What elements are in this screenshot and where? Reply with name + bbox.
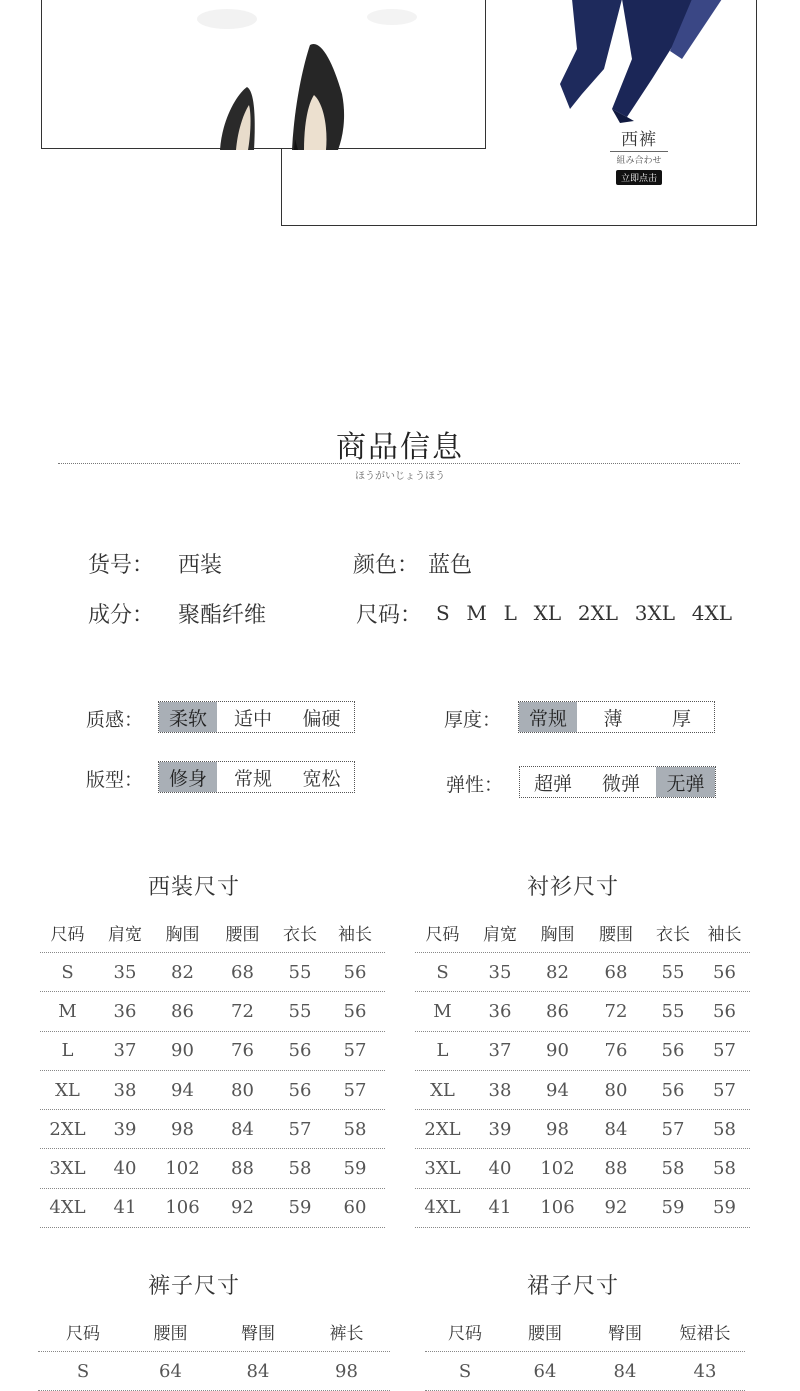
- table-cell: 106: [540, 1197, 575, 1219]
- table-cell: 35: [113, 961, 137, 983]
- thickness-option-thin[interactable]: 薄: [603, 707, 623, 730]
- table-row: [40, 1110, 385, 1149]
- table-header-cell: 尺码: [425, 925, 460, 945]
- table-cell: 37: [488, 1040, 512, 1062]
- table-cell: 59: [713, 1197, 736, 1219]
- table-cell: 68: [604, 961, 628, 983]
- table-header-cell: 腰围: [528, 1324, 562, 1344]
- fit-label: 版型：: [86, 769, 144, 791]
- table-cell: 88: [604, 1158, 628, 1180]
- table-header-cell: 尺码: [66, 1324, 100, 1344]
- table-cell: 3XL: [49, 1158, 86, 1180]
- table-header-row: [425, 1312, 745, 1352]
- fit-selector: [158, 761, 355, 793]
- table-cell: XL: [55, 1079, 80, 1101]
- table-row: [38, 1352, 390, 1391]
- table-header-row: [415, 913, 750, 953]
- table-cell: 59: [343, 1158, 367, 1180]
- texture-option-soft[interactable]: 柔软: [159, 702, 217, 732]
- table-cell: 41: [488, 1197, 512, 1219]
- table-row: [415, 992, 750, 1031]
- table-row: [40, 1189, 385, 1228]
- thickness-option-thick[interactable]: 厚: [671, 707, 691, 730]
- suit-size-table: [40, 913, 385, 1228]
- material-value: 聚酯纤维: [178, 603, 267, 628]
- table-cell: S: [436, 961, 449, 983]
- table-row: [415, 1032, 750, 1071]
- table-cell: S: [76, 1360, 90, 1382]
- table-cell: 56: [713, 961, 736, 983]
- table-header-cell: 衣长: [283, 925, 317, 945]
- pants-title: 西裤: [621, 130, 657, 150]
- table-cell: 102: [165, 1158, 200, 1180]
- texture-option-medium[interactable]: 适中: [233, 707, 272, 730]
- table-cell: 58: [713, 1118, 736, 1140]
- table-header-cell: 衣长: [656, 925, 690, 945]
- table-header-cell: 臀围: [608, 1324, 642, 1344]
- table-cell: 58: [288, 1158, 312, 1180]
- table-cell: 57: [288, 1118, 312, 1140]
- pants-buy-button[interactable]: 立即点击: [616, 170, 662, 185]
- table-cell: 80: [604, 1079, 628, 1101]
- table-cell: 58: [713, 1158, 736, 1180]
- thickness-selector: [518, 701, 715, 733]
- table-row: [40, 1032, 385, 1071]
- elasticity-selector: [519, 766, 716, 798]
- table-header-cell: 胸围: [540, 925, 575, 945]
- skirt-table-title: 裙子尺寸: [527, 1274, 620, 1299]
- table-header-cell: 肩宽: [483, 925, 517, 945]
- section-subtitle: ほうがいじょうほう: [355, 471, 445, 482]
- table-cell: 94: [171, 1079, 194, 1101]
- table-cell: 55: [288, 961, 312, 983]
- table-cell: 36: [113, 1000, 137, 1022]
- table-cell: 68: [231, 961, 254, 983]
- table-cell: 90: [546, 1040, 569, 1062]
- table-row: [40, 1071, 385, 1110]
- table-cell: 72: [231, 1000, 254, 1022]
- table-header-cell: 袖长: [338, 925, 372, 945]
- color-value: 蓝色: [428, 553, 473, 578]
- fit-option-regular[interactable]: 常规: [233, 767, 272, 790]
- table-row: [415, 1071, 750, 1110]
- table-cell: 84: [231, 1118, 254, 1140]
- table-row: [40, 953, 385, 992]
- table-cell: 41: [113, 1197, 137, 1219]
- table-cell: 38: [488, 1079, 512, 1101]
- table-cell: 86: [171, 1000, 194, 1022]
- shoes-image: [42, 0, 487, 150]
- table-cell: 94: [546, 1079, 569, 1101]
- table-row: [415, 1149, 750, 1188]
- table-cell: 76: [231, 1040, 254, 1062]
- table-row: [40, 992, 385, 1031]
- table-cell: 82: [546, 961, 569, 983]
- size-label: 尺码：: [356, 603, 423, 628]
- table-cell: 92: [231, 1197, 254, 1219]
- table-header-cell: 腰围: [153, 1324, 188, 1344]
- color-label: 颜色：: [353, 553, 420, 578]
- suit-table-title: 西装尺寸: [148, 875, 241, 900]
- table-cell: L: [61, 1040, 74, 1062]
- table-header-cell: 肩宽: [108, 925, 142, 945]
- table-cell: 39: [113, 1118, 137, 1140]
- table-header-cell: 腰围: [599, 925, 633, 945]
- table-cell: 56: [288, 1079, 312, 1101]
- table-header-cell: 短裙长: [679, 1324, 731, 1344]
- table-cell: 57: [713, 1079, 736, 1101]
- table-cell: 98: [171, 1118, 194, 1140]
- table-cell: XL: [430, 1079, 455, 1101]
- pants-subtitle: 組み合わせ: [610, 151, 668, 166]
- table-cell: 59: [288, 1197, 312, 1219]
- texture-label: 质感：: [86, 709, 144, 731]
- table-cell: 56: [288, 1040, 312, 1062]
- table-cell: 64: [533, 1360, 557, 1382]
- table-cell: 43: [693, 1360, 717, 1382]
- table-cell: 92: [604, 1197, 628, 1219]
- table-cell: 90: [171, 1040, 194, 1062]
- table-cell: 55: [661, 961, 685, 983]
- table-row: [415, 1110, 750, 1149]
- table-header-cell: 胸围: [165, 925, 200, 945]
- table-header-cell: 裤长: [329, 1324, 364, 1344]
- table-cell: 56: [661, 1040, 685, 1062]
- texture-selector: [158, 701, 355, 733]
- section-divider: [58, 463, 740, 464]
- table-cell: 2XL: [49, 1118, 86, 1140]
- thickness-option-regular[interactable]: 常规: [519, 702, 577, 732]
- table-cell: 2XL: [424, 1118, 461, 1140]
- table-cell: 59: [661, 1197, 685, 1219]
- table-cell: 58: [661, 1158, 685, 1180]
- table-cell: 37: [113, 1040, 137, 1062]
- elasticity-label: 弹性：: [446, 774, 504, 796]
- table-row: [425, 1352, 745, 1391]
- table-cell: 57: [713, 1040, 736, 1062]
- table-cell: 88: [231, 1158, 254, 1180]
- table-cell: L: [436, 1040, 449, 1062]
- pants-table-title: 裤子尺寸: [148, 1274, 241, 1299]
- table-header-cell: 腰围: [225, 925, 260, 945]
- table-cell: S: [458, 1360, 472, 1382]
- table-cell: 56: [661, 1079, 685, 1101]
- table-cell: 84: [246, 1360, 270, 1382]
- table-header-row: [38, 1312, 390, 1352]
- fit-option-loose[interactable]: 宽松: [302, 767, 341, 790]
- table-cell: 76: [604, 1040, 628, 1062]
- table-cell: 84: [604, 1118, 628, 1140]
- table-header-cell: 尺码: [448, 1324, 482, 1344]
- table-cell: S: [61, 961, 74, 983]
- elasticity-option-slight[interactable]: 微弹: [601, 772, 640, 795]
- table-cell: 39: [488, 1118, 512, 1140]
- table-cell: 102: [540, 1158, 575, 1180]
- table-cell: M: [58, 1000, 77, 1022]
- elasticity-option-super[interactable]: 超弹: [533, 772, 572, 795]
- table-cell: 4XL: [424, 1197, 461, 1219]
- table-cell: 4XL: [49, 1197, 86, 1219]
- table-header-cell: 尺码: [50, 925, 85, 945]
- table-cell: 84: [613, 1360, 637, 1382]
- section-title: 商品信息: [336, 430, 464, 465]
- item-no-value: 西装: [178, 553, 223, 578]
- table-cell: 57: [343, 1079, 367, 1101]
- material-label: 成分：: [88, 603, 155, 628]
- table-cell: 55: [661, 1000, 685, 1022]
- table-header-cell: 臀围: [241, 1324, 275, 1344]
- table-cell: 56: [343, 1000, 367, 1022]
- table-cell: 72: [604, 1000, 628, 1022]
- pants-label: [610, 125, 668, 185]
- table-cell: 60: [343, 1197, 367, 1219]
- table-cell: 98: [335, 1360, 358, 1382]
- pants-size-table: [38, 1312, 390, 1391]
- table-cell: 80: [231, 1079, 254, 1101]
- table-cell: 64: [159, 1360, 182, 1382]
- shirt-table-title: 衬衫尺寸: [527, 875, 620, 900]
- table-cell: 57: [661, 1118, 685, 1140]
- table-cell: 106: [165, 1197, 200, 1219]
- table-cell: M: [433, 1000, 452, 1022]
- shirt-size-table: [415, 913, 750, 1228]
- table-cell: 40: [488, 1158, 512, 1180]
- table-row: [415, 953, 750, 992]
- item-no-label: 货号：: [88, 553, 155, 578]
- table-row: [415, 1189, 750, 1228]
- table-cell: 56: [343, 961, 367, 983]
- thickness-label: 厚度：: [444, 709, 502, 731]
- skirt-size-table: [425, 1312, 745, 1391]
- elasticity-option-none[interactable]: 无弹: [656, 767, 715, 797]
- table-cell: 86: [546, 1000, 569, 1022]
- table-cell: 56: [713, 1000, 736, 1022]
- table-cell: 82: [171, 961, 194, 983]
- table-cell: 40: [113, 1158, 137, 1180]
- table-cell: 57: [343, 1040, 367, 1062]
- table-header-row: [40, 913, 385, 953]
- table-row: [40, 1149, 385, 1188]
- table-cell: 58: [343, 1118, 367, 1140]
- table-cell: 55: [288, 1000, 312, 1022]
- texture-option-hard[interactable]: 偏硬: [302, 707, 341, 730]
- table-cell: 36: [488, 1000, 512, 1022]
- shoes-product-frame[interactable]: [41, 0, 486, 149]
- fit-option-slim[interactable]: 修身: [159, 762, 217, 792]
- table-header-cell: 袖长: [707, 925, 742, 945]
- table-cell: 3XL: [424, 1158, 461, 1180]
- table-cell: 35: [488, 961, 512, 983]
- table-cell: 98: [546, 1118, 569, 1140]
- table-cell: 38: [113, 1079, 137, 1101]
- size-value: S M L XL 2XL 3XL 4XL: [436, 601, 733, 625]
